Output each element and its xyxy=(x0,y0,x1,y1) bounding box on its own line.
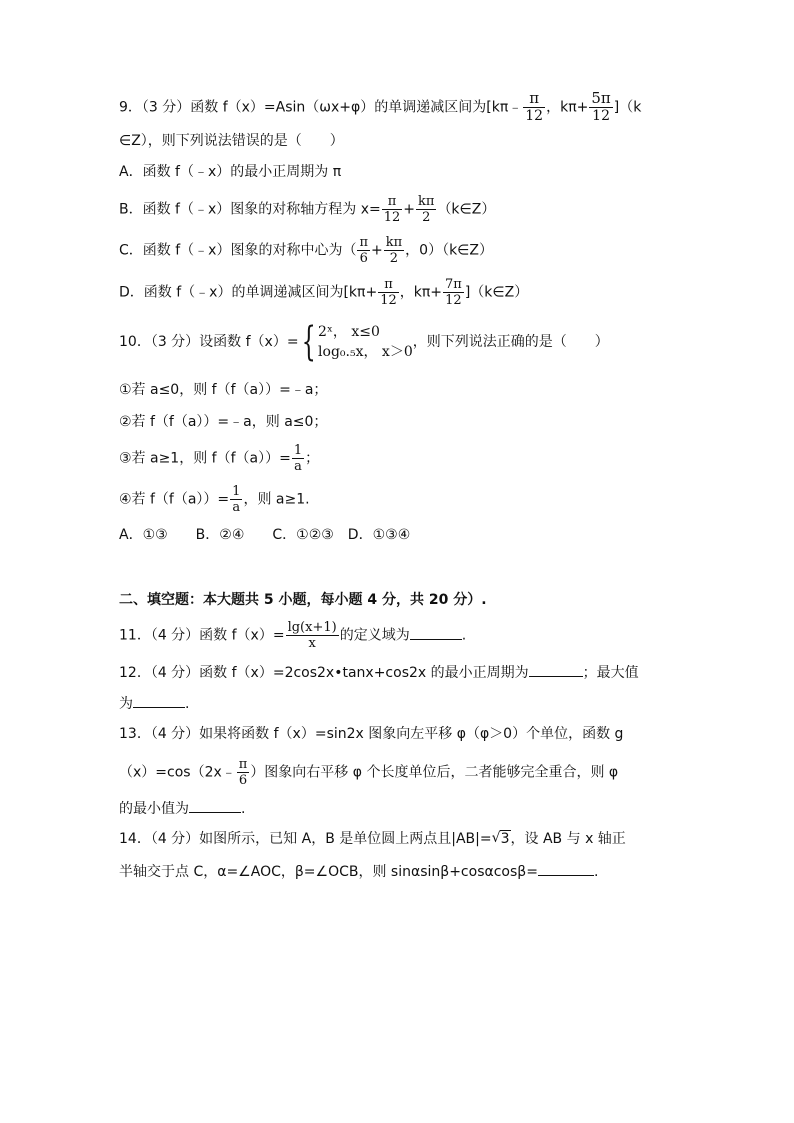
fraction-1-a: $\frac{1}{a}$ xyxy=(232,484,241,515)
section-heading: 二、填空题：本大题共 5 小题，每小题 4 分，共 20 分）. xyxy=(119,592,487,608)
q9-stem-line2: ∈Z），则下列说法错误的是（ ） xyxy=(119,133,344,149)
q13-line2: （x）=cos（2x﹣ $\frac{\pi}{6}$ ）图象向右平移 φ 个长度单位后，二者能够完全重合，则 φ xyxy=(119,757,619,788)
answer-blank[interactable] xyxy=(410,625,462,640)
answer-blank[interactable] xyxy=(529,662,583,677)
q12-line2: 为 . xyxy=(119,693,189,714)
q9-option-d: D．函数 f（﹣x）的单调递减区间为[kπ+ $\frac{\pi}{12}$ ，kπ+ $\frac{7\pi}{12}$ ]（k∈Z） xyxy=(119,277,529,308)
answer-blank[interactable] xyxy=(538,861,594,876)
brace-icon: { xyxy=(301,319,316,365)
q11-stem: 11．（4 分）函数 f（x）= $\frac{\lg(x+1)}{x}$ 的定义域为 . xyxy=(119,620,467,651)
fraction-kpi-2: $\frac{k\pi}{2}$ xyxy=(385,235,403,266)
fraction-pi-12: $\frac{\pi}{12}$ xyxy=(383,194,401,225)
fraction-pi-12: $\frac{\pi}{12}$ xyxy=(525,89,544,124)
q9-option-c: C．函数 f（﹣x）图象的对称中心为（ $\frac{\pi}{6}$ + $\frac{k\pi}{2}$ ，0）（k∈Z） xyxy=(119,235,493,266)
fraction-5pi-12: $\frac{5\pi}{12}$ xyxy=(591,89,611,124)
fraction-pi-6: $\frac{\pi}{6}$ xyxy=(359,235,368,266)
q13-line1: 13．（4 分）如果将函数 f（x）=sin2x 图象向左平移 φ（φ＞0）个单位，函数 g xyxy=(119,726,624,742)
q10-options: A．①③ B．②④ C．①②③ D．①③④ xyxy=(119,527,411,543)
q10-statement-4: ④若 f（f（a））= $\frac{1}{a}$ ，则 a≥1. xyxy=(119,484,310,515)
fraction-pi-6: $\frac{\pi}{6}$ xyxy=(238,757,248,788)
fraction-lg-x-plus-1-over-x: $\frac{\lg(x+1)}{x}$ xyxy=(287,620,337,651)
fraction-pi-12: $\frac{\pi}{12}$ xyxy=(380,277,397,308)
q9-option-a: A．函数 f（﹣x）的最小正周期为 π xyxy=(119,164,342,180)
sqrt-3: √ 3 xyxy=(491,830,510,847)
q12-line1: 12．（4 分）函数 f（x）=2cos2x•tanx+cos2x 的最小正周期为 ；最大值 xyxy=(119,662,639,683)
q10-statement-3: ③若 a≥1，则 f（f（a））= $\frac{1}{a}$ ； xyxy=(119,443,320,474)
q14-line1: 14．（4 分）如图所示，已知 A，B 是单位圆上两点且|AB|= √ 3，设 AB 与 x 轴正 xyxy=(119,830,626,847)
q10-statement-2: ②若 f（f（a））=﹣a，则 a≤0； xyxy=(119,414,328,430)
answer-blank[interactable] xyxy=(189,798,241,813)
fraction-kpi-2: $\frac{k\pi}{2}$ xyxy=(418,194,435,225)
q9-stem-line1: 9．（3 分）函数 f（x）=Asin（ωx+φ）的单调递减区间为[kπ﹣ $\frac{\pi}{12}$ ，kπ+ $\frac{5\pi}{12}$ ]（k xyxy=(119,89,642,124)
q13-line3: 的最小值为 . xyxy=(119,798,245,819)
piecewise-function: 2ˣ， x≤0 log₀.₅x， x＞0 xyxy=(318,324,413,360)
q14-line2: 半轴交于点 C，α=∠AOC，β=∠OCB，则 sinαsinβ+cosαcosβ= . xyxy=(119,861,598,882)
q10-statement-1: ①若 a≤0，则 f（f（a））=﹣a； xyxy=(119,382,328,398)
fraction-7pi-12: $\frac{7\pi}{12}$ xyxy=(445,277,462,308)
q10-stem: 10．（3 分）设函数 f（x）={ 2ˣ， x≤0 log₀.₅x， x＞0 ，则下列说法正确的是（ ） xyxy=(119,319,609,365)
answer-blank[interactable] xyxy=(133,693,185,708)
fraction-1-a: $\frac{1}{a}$ xyxy=(293,443,303,474)
q9-option-b: B．函数 f（﹣x）图象的对称轴方程为 x= $\frac{\pi}{12}$ + $\frac{k\pi}{2}$ （k∈Z） xyxy=(119,194,496,225)
